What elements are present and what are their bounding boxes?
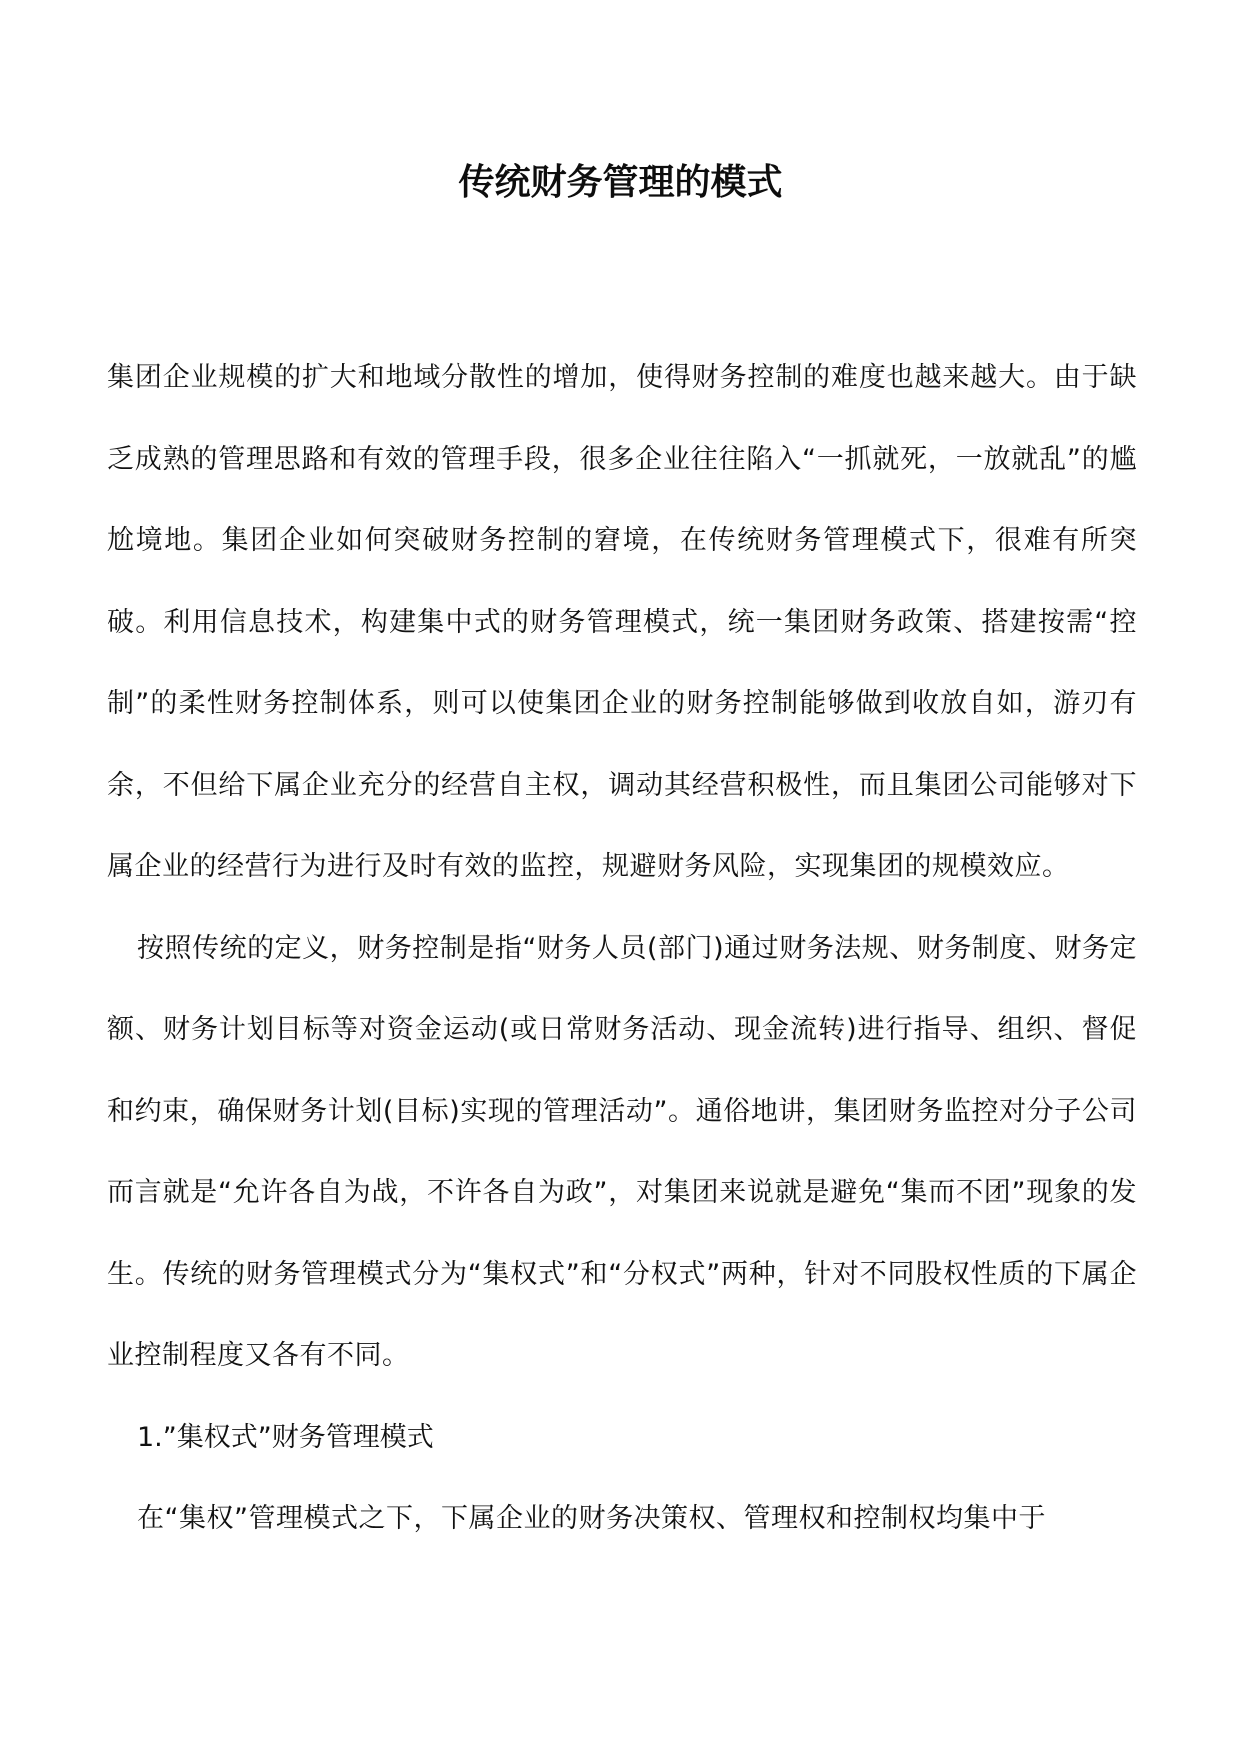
document-body (107, 337, 1137, 1560)
paragraph-intro: 集团企业规模的扩大和地域分散性的增加，使得财务控制的难度也越来越大。由于缺乏成熟的管理思路和有效的管理手段，很多企业往往陷入“一抓就死，一放就乱”的尴尬境地。集团企业如何突破财务控制的窘境，在传统财务管理模式下，很难有所突破。利用信息技术，构建集中式的财务管理模式，统一集团财务政策、搭建按需“控制”的柔性财务控制体系，则可以使集团企业的财务控制能够做到收放自如，游刃有余，不但给下属企业充分的经营自主权，调动其经营积极性，而且集团公司能够对下属企业的经营行为进行及时有效的监控，规避财务风险，实现集团的规模效应。 (107, 362, 1137, 882)
paragraph-definition: 按照传统的定义，财务控制是指“财务人员(部门)通过财务法规、财务制度、财务定额、财务计划目标等对资金运动(或日常财务活动、现金流转)进行指导、组织、督促和约束，确保财务计划(目标)实现的管理活动”。通俗地讲，集团财务监控对分子公司而言就是“允许各自为战，不许各自为政”，对集团来说就是避免“集而不团”现象的发生。传统的财务管理模式分为“集权式”和“分权式”两种，针对不同股权性质的下属企业控制程度又各有不同。 (107, 932, 1137, 1371)
paragraph-centralized: 在“集权”管理模式之下，下属企业的财务决策权、管理权和控制权均集中于 (137, 1503, 1046, 1534)
document-title: 传统财务管理的模式 (458, 161, 783, 203)
section-heading-centralized: 1.”集权式”财务管理模式 (137, 1421, 434, 1453)
